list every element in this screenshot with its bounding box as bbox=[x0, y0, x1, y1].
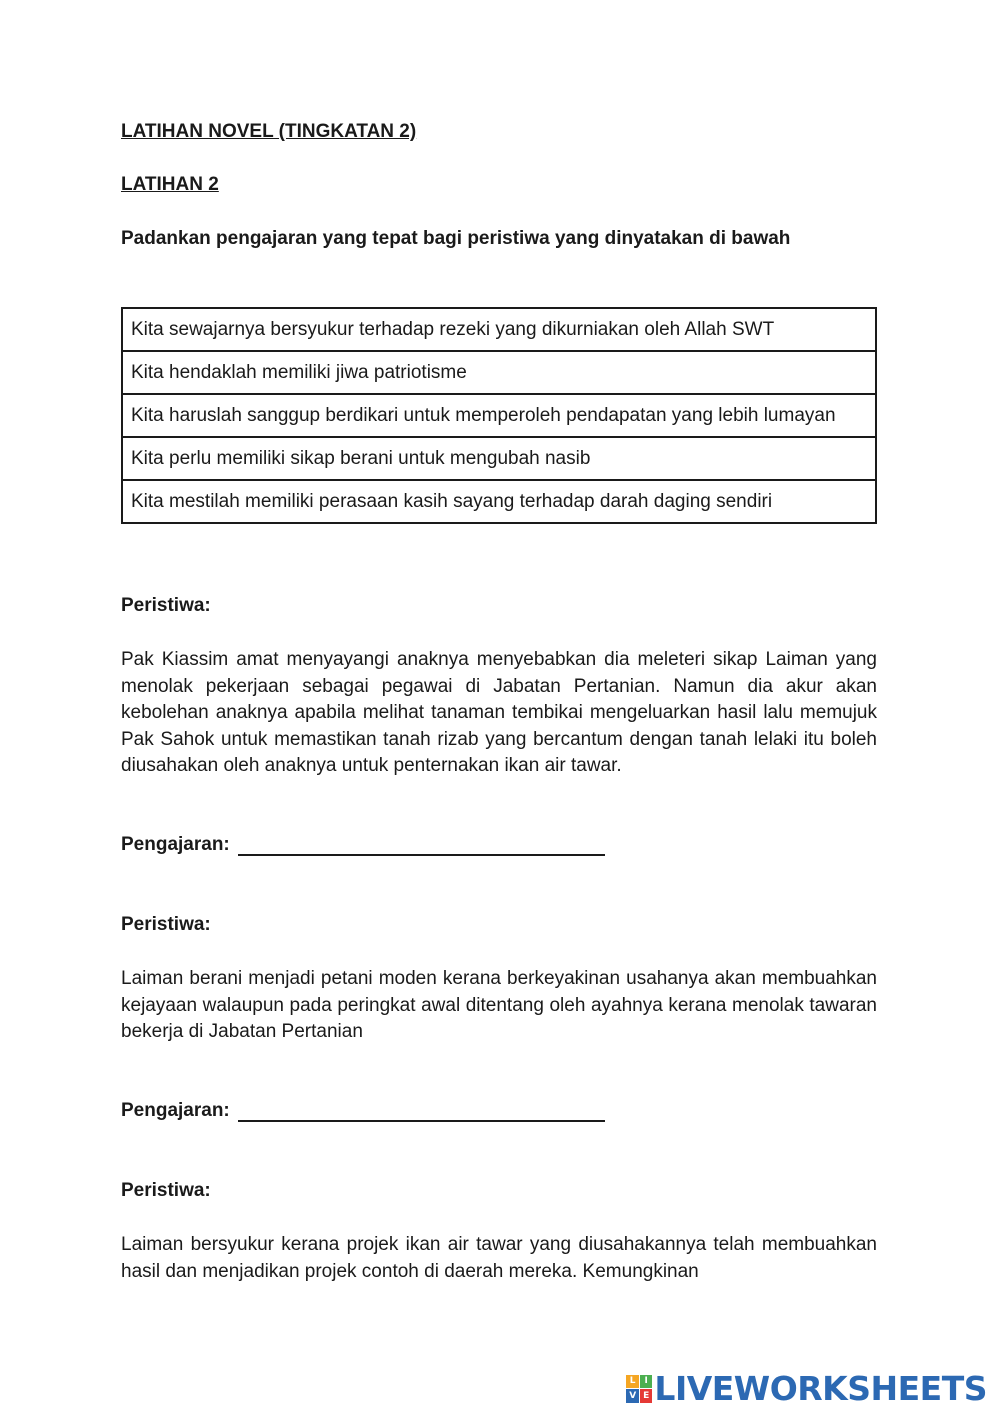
event-text: Laiman berani menjadi petani moden kerana berkeyakinan usahanya akan membuahkan kejayaan walaupun pada peringkat awal ditentang oleh ayahnya kerana menolak tawaran bekerja di Jabatan Pertanian bbox=[121, 968, 877, 1043]
event-label: Peristiwa: bbox=[121, 595, 211, 616]
option-cell[interactable]: Kita mestilah memiliki perasaan kasih sayang terhadap darah daging sendiri bbox=[122, 480, 876, 523]
badge-letter: E bbox=[640, 1389, 653, 1403]
event-text: Pak Kiassim amat menyayangi anaknya menyebabkan dia meleteri sikap Laiman yang menolak pekerjaan sebagai pegawai di Jabatan Pertanian. Namun dia akur akan kebolehan anaknya apabila melihat tanaman tembikai mengeluarkan hasil lalu memujuk Pak Sahok untuk memastikan tanah rizab yang bercantum dengan tanah lelaki itu boleh diusahakan oleh anaknya untuk penternakan ikan air tawar. bbox=[121, 649, 877, 777]
answer-label: Pengajaran: bbox=[121, 834, 230, 855]
answer-row bbox=[121, 1100, 605, 1122]
option-cell[interactable]: Kita sewajarnya bersyukur terhadap rezeki yang dikurniakan oleh Allah SWT bbox=[122, 308, 876, 351]
answer-row bbox=[121, 834, 605, 856]
instruction-text: Padankan pengajaran yang tepat bagi peristiwa yang dinyatakan di bawah bbox=[121, 228, 791, 249]
option-cell[interactable]: Kita hendaklah memiliki jiwa patriotisme bbox=[122, 351, 876, 394]
exercise-number: LATIHAN 2 bbox=[121, 174, 219, 195]
event-label: Peristiwa: bbox=[121, 1180, 211, 1201]
event-label: Peristiwa: bbox=[121, 914, 211, 935]
badge-letter: I bbox=[640, 1375, 653, 1389]
option-cell[interactable]: Kita perlu memiliki sikap berani untuk mengubah nasib bbox=[122, 437, 876, 480]
event-text: Laiman bersyukur kerana projek ikan air tawar yang diusahakannya telah membuahkan hasil dan menjadikan projek contoh di daerah mereka. Kemungkinan bbox=[121, 1234, 877, 1282]
options-table bbox=[121, 307, 877, 524]
option-row bbox=[122, 351, 876, 394]
worksheet-title: LATIHAN NOVEL (TINGKATAN 2) bbox=[121, 121, 417, 142]
badge-letter: L bbox=[626, 1375, 639, 1389]
logo-badge-icon bbox=[626, 1375, 652, 1403]
liveworksheets-logo bbox=[626, 1369, 987, 1408]
badge-letter: V bbox=[626, 1389, 639, 1403]
option-row bbox=[122, 480, 876, 523]
answer-blank[interactable] bbox=[238, 834, 605, 856]
option-row bbox=[122, 308, 876, 351]
answer-label: Pengajaran: bbox=[121, 1100, 230, 1121]
option-row bbox=[122, 394, 876, 437]
option-row bbox=[122, 437, 876, 480]
logo-text: LIVEWORKSHEETS bbox=[654, 1369, 987, 1408]
option-cell[interactable]: Kita haruslah sanggup berdikari untuk memperoleh pendapatan yang lebih lumayan bbox=[122, 394, 876, 437]
answer-blank[interactable] bbox=[238, 1100, 605, 1122]
